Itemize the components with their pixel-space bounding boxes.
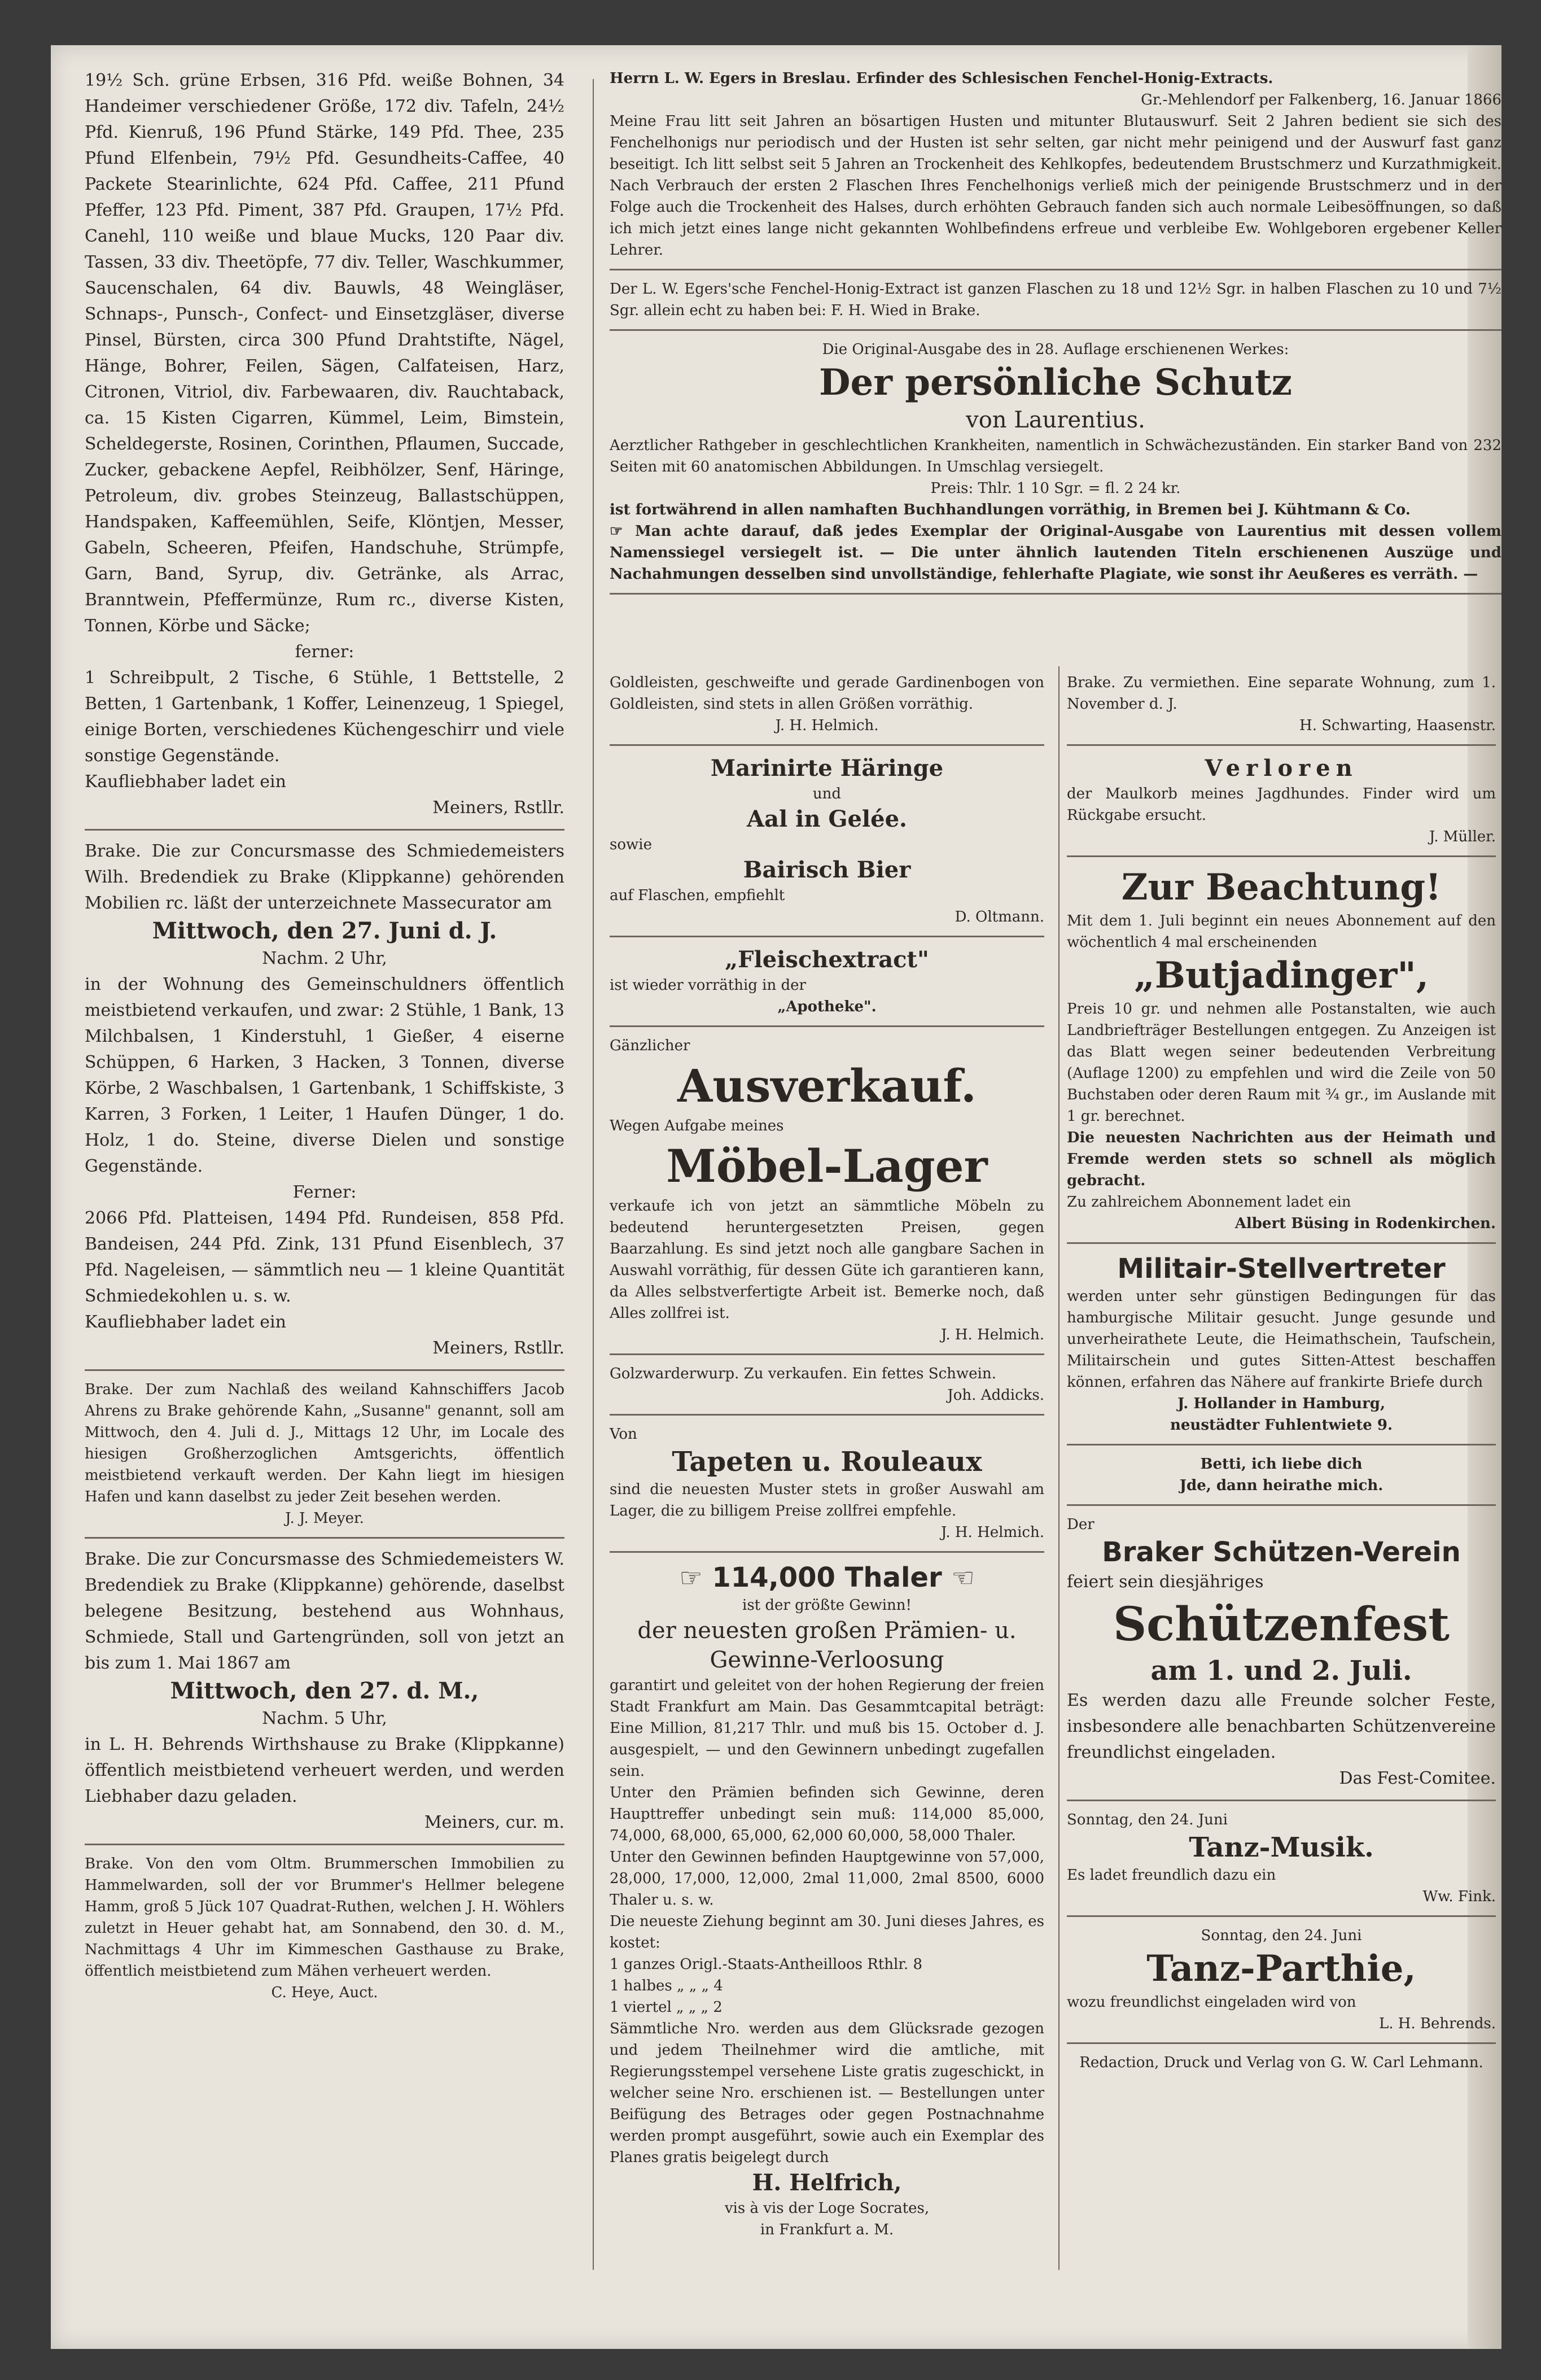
divider xyxy=(610,1025,1044,1027)
lottery-amount: 114,000 Thaler xyxy=(712,1562,942,1593)
column-divider-right xyxy=(1058,666,1060,2270)
column-left xyxy=(85,68,564,2003)
ferner-label: Ferner: xyxy=(292,1182,357,1202)
divider xyxy=(610,1353,1044,1355)
ad-body: Brake. Zu vermiethen. Eine separate Wohnung, zum 1. November d. J. xyxy=(1067,674,1496,713)
divider xyxy=(610,1551,1044,1553)
ad-body: Zu zahlreichem Abonnement ladet ein xyxy=(1067,1194,1351,1211)
lottery-body: Unter den Gewinnen befinden Hauptgewinne von 57,000, 28,000, 17,000, 12,000, 2mal 11,000, 2mal 8500, 6000 Thaler u. s. w. xyxy=(610,1849,1044,1909)
signature: J. J. Meyer. xyxy=(285,1510,364,1527)
divider xyxy=(85,1844,564,1845)
ad-pre: Der xyxy=(1067,1516,1095,1533)
lottery-body: Sämmtliche Nro. werden aus dem Glücksrade gezogen und jedem Theilnehmer wird die amtliche, mit Regierungsstempel versehene Liste gratis zugeschickt, in welcher seine Nro. erschienen ist. — Bestellungen unter Beifügung des Betrages oder gegen Postnachnahme werden prompt ausgeführt, sowie auch ein Exemplar des Planes gratis beigelegt durch xyxy=(610,2020,1044,2166)
ad-title: Ausverkauf. xyxy=(677,1059,977,1112)
ad-body: Preis 10 gr. und nehmen alle Postanstalten, wie auch Landbriefträger Bestellungen entgegen. Zu Anzeigen ist das Blatt wegen seiner bedeutenden Verbreitung (Auflage 1200) zu empfehlen und wird die Zeile von 50 Buchstaben oder deren Raum mit ¾ gr., im Auslande mit 1 gr. berechnet. xyxy=(1067,1001,1496,1125)
personal-note: Jde, dann heirathe mich. xyxy=(1179,1477,1384,1494)
ad-title: Aal in Gelée. xyxy=(747,806,907,832)
ad-title: Tanz-Musik. xyxy=(1189,1832,1374,1863)
column-right-top xyxy=(610,68,1501,602)
ad-title: Tanz-Parthie, xyxy=(1146,1947,1416,1990)
ad-body: wozu freundlichst eingeladen wird von xyxy=(1067,1994,1356,2011)
ad-body: verkaufe ich von jetzt an sämmtliche Möbeln zu bedeutend heruntergesetzten Preisen, gegen Baarzahlung. Es sind jetzt noch alle gangbare Sachen in Auswahl vorräthig, für dessen Güte ich garantieren kann, da Alles selbstverfertigte Arbeit ist. Bemerke noch, daß Alles zollfrei ist. xyxy=(610,1198,1044,1322)
ad-sub: Wegen Aufgabe meines xyxy=(610,1117,784,1134)
lottery-body: garantirt und geleitet von der hohen Regierung der freien Stadt Frankfurt am Main. Das Gesammtcapital beträgt: Eine Million, 81,217 Thlr. und muß bis 15. October d. J. ausgespielt, — und den Gewinnern unbedingt zugefallen sein. xyxy=(610,1677,1044,1780)
signature: J. H. Helmich. xyxy=(940,1326,1044,1343)
ad-more: 2066 Pfd. Platteisen, 1494 Pfd. Rundeisen, 858 Pfd. Bandeisen, 244 Pfd. Zink, 131 Pfund Eisenblech, 37 Pfd. Nageleisen, — sämmtlich neu — 1 kleine Quantität Schmiedekohlen u. s. w. xyxy=(85,1208,564,1306)
ad-place: Gr.-Mehlendorf per Falkenberg, 16. Januar 1866 xyxy=(1141,91,1501,108)
ad-body: Goldleisten, geschweifte und gerade Gardinenbogen von Goldleisten, sind stets in allen Größen vorräthig. xyxy=(610,674,1044,713)
ferner-label: ferner: xyxy=(295,642,354,662)
ad-title: Bairisch Bier xyxy=(743,857,911,883)
ad-body: der Maulkorb meines Jagdhundes. Finder wird um Rückgabe ersucht. xyxy=(1067,785,1496,824)
signature: Meiners, Rstllr. xyxy=(432,1338,564,1358)
ad-date: Mittwoch, den 27. d. M., xyxy=(170,1678,479,1704)
address: neustädter Fuhlentwiete 9. xyxy=(1170,1417,1393,1434)
ad-body: in L. H. Behrends Wirthshause zu Brake (Klippkanne) öffentlich meistbietend verheuert werden, und werden Liebhaber dazu geladen. xyxy=(85,1735,564,1806)
ad-body: in der Wohnung des Gemeinschuldners öffentlich meistbietend verkaufen, und zwar: 2 Stühle, 1 Bank, 13 Milchbalsen, 1 Kinderstuhl, 1 Gießer, 4 eiserne Schüppen, 6 Harken, 3 Hacken, 3 Tonnen, diverse Körbe, 2 Waschbalsen, 1 Gartenbank, 1 Schiffskiste, 3 Karren, 3 Forken, 1 Leiter, 1 Haufen Dünger, 1 do. Holz, 1 do. Steine, diverse Dielen und sonstige Gegenstände. xyxy=(85,975,564,1176)
ad-intro: Brake. Die zur Concursmasse des Schmiedemeisters W. Bredendiek zu Brake (Klippkanne) gehörende, daselbst belegene Besitzung, bestehend aus Wohnhaus, Schmiede, Stall und Gartengründen, soll von jetzt an bis zum 1. Mai 1867 am xyxy=(85,1549,564,1673)
ad-title: „Fleischextract" xyxy=(725,946,929,973)
ad-body: Der L. W. Egers'sche Fenchel-Honig-Extract ist ganzen Flaschen zu 18 und 12½ Sgr. in halben Flaschen zu 10 und 7½ Sgr. allein echt zu haben bei: F. H. Wied in Brake. xyxy=(610,281,1501,319)
book-intro: Die Original-Ausgabe des in 28. Auflage erschienenen Werkes: xyxy=(822,341,1289,358)
signature: D. Oltmann. xyxy=(955,909,1044,925)
lottery-price: 1 halbes „ „ „ 4 xyxy=(610,1977,723,1994)
inventory-list: 19½ Sch. grüne Erbsen, 316 Pfd. weiße Bohnen, 34 Handeimer verschiedener Größe, 172 div. Tafeln, 24½ Pfd. Kienruß, 196 Pfund Stärke, 149 Pfd. Thee, 235 Pfund Elfenbein, 79½ Pfd. Gesundheits-Caffee, 40 Packete Stearinlichte, 624 Pfd. Caffee, 211 Pfund Pfeffer, 123 Pfd. Piment, 387 Pfd. Graupen, 17½ Pfd. Canehl, 110 weiße und blaue Mucks, 120 Paar div. Tassen, 33 div. Theetöpfe, 77 div. Teller, Waschkummer, Saucenschalen, 64 div. Bauwls, 48 Weingläser, Schnaps-, Punsch-, Confect- und Einsetzgläser, diverse Pinsel, Bürsten, circa 300 Pfund Drahtstifte, Nägel, Hänge, Bohrer, Feilen, Sägen, Calfateisen, Harz, Citronen, Vitriol, div. Farbewaaren, div. Rauchtaback, ca. 15 Kisten Cigarren, Kümmel, Leim, Bimstein, Scheldegerste, Rosinen, Corinthen, Pflaumen, Succade, Zucker, gebackene Aepfel, Reibhölzer, Senf, Häringe, Petroleum, div. grobes Steinzeug, Ballastschüppen, Handspaken, Kaffeemühlen, Seife, Klöntjen, Messer, Gabeln, Scheeren, Pfeifen, Handschuhe, Strümpfe, Garn, Band, Syrup, div. Getränke, als Arrac, Branntwein, Pfeffermünze, Rum rc., diverse Kisten, Tonnen, Körbe und Säcke; xyxy=(85,71,564,636)
ad-date: Mittwoch, den 27. Juni d. J. xyxy=(152,918,497,944)
book-title: Der persönliche Schutz xyxy=(819,361,1292,404)
ad-body: Brake. Der zum Nachlaß des weiland Kahnschiffers Jacob Ahrens zu Brake gehörende Kahn, „Susanne" genannt, soll am Mittwoch, den 4. Juli d. J., Mittags 12 Uhr, im Locale des hiesigen Großherzoglichen Amtsgerichts, öffentlich meistbietend verkauft werden. Der Kahn liegt im hiesigen Hafen und kann daselbst zu jeder Zeit besehen werden. xyxy=(85,1381,564,1505)
ad-connector: und xyxy=(812,785,842,802)
ad-body: ist wieder vorräthig in der xyxy=(610,977,806,994)
lottery-heading: der neuesten großen Prämien- u. xyxy=(637,1618,1017,1644)
ad-body: Es ladet freundlich dazu ein xyxy=(1067,1867,1276,1884)
ad-title: Militair-Stellvertreter xyxy=(1117,1253,1446,1285)
ad-pre: Gänzlicher xyxy=(610,1037,690,1054)
address: vis à vis der Loge Socrates, xyxy=(724,2200,930,2217)
ad-intro: Brake. Die zur Concursmasse des Schmiedemeisters Wilh. Bredendiek zu Brake (Klippkanne) gehörenden Mobilien rc. läßt der unterzeichnete Massecurator am xyxy=(85,841,564,913)
club-name: Braker Schützen-Verein xyxy=(1102,1536,1461,1568)
buyers-invite: Kaufliebhaber ladet ein xyxy=(85,1312,286,1332)
signature: Joh. Addicks. xyxy=(947,1387,1044,1404)
divider xyxy=(1067,1444,1496,1446)
lottery-price: 1 ganzes Origl.-Staats-Antheilloos Rthlr. 8 xyxy=(610,1956,922,1973)
signature: J. Hollander in Hamburg, xyxy=(1177,1395,1386,1412)
lottery-body: Unter den Prämien befinden sich Gewinne, deren Haupttreffer unbedingt sein muß: 114,000 85,000, 74,000, 68,000, 65,000, 62,000 60,000, 58,000 Thaler. xyxy=(610,1784,1044,1844)
divider xyxy=(610,1414,1044,1416)
divider xyxy=(1067,1800,1496,1801)
signature: L. H. Behrends. xyxy=(1378,2015,1496,2032)
ad-title: Verloren xyxy=(1205,755,1358,781)
divider xyxy=(85,1537,564,1539)
ad-pre: Von xyxy=(610,1426,637,1443)
lottery-sub: ist der größte Gewinn! xyxy=(742,1597,912,1614)
divider xyxy=(1067,744,1496,746)
column-divider xyxy=(593,79,594,2270)
ad-body: Die neuesten Nachrichten aus der Heimath und Fremde werden stets so schnell als möglich gebracht. xyxy=(1067,1129,1496,1189)
column-middle xyxy=(610,672,1044,2241)
signature: Meiners, cur. m. xyxy=(424,1813,564,1832)
book-dealer: ist fortwährend in allen namhaften Buchhandlungen vorräthig, in Bremen bei J. Kühtmann & Co. xyxy=(610,501,1411,518)
signature: Meiners, Rstllr. xyxy=(432,798,564,818)
buyers-invite: Kaufliebhaber ladet ein xyxy=(85,772,286,792)
divider xyxy=(1067,1504,1496,1506)
divider xyxy=(610,744,1044,746)
ad-body: Golzwarderwurp. Zu verkaufen. Ein fettes Schwein. xyxy=(610,1365,996,1382)
signature: Ww. Fink. xyxy=(1422,1888,1496,1905)
column-right xyxy=(1067,672,1496,2073)
divider xyxy=(1067,1242,1496,1244)
newspaper-name: „Butjadinger", xyxy=(1133,954,1429,997)
divider xyxy=(1067,2042,1496,2044)
ad-title: Zur Beachtung! xyxy=(1121,866,1442,909)
divider xyxy=(85,1369,564,1371)
lottery-heading: Gewinne-Verloosung xyxy=(710,1647,944,1673)
event-date: am 1. und 2. Juli. xyxy=(1150,1655,1412,1687)
ad-title: Möbel-Lager xyxy=(666,1139,988,1193)
divider xyxy=(1067,1915,1496,1917)
signature: J. Müller. xyxy=(1429,828,1496,845)
ad-heading: Herrn L. W. Egers in Breslau. Erfinder des Schlesischen Fenchel-Honig-Extracts. xyxy=(610,70,1273,87)
divider xyxy=(1067,855,1496,857)
signature: Albert Büsing in Rodenkirchen. xyxy=(1234,1215,1496,1232)
ad-time: Nachm. 5 Uhr, xyxy=(262,1709,387,1728)
lottery-price: 1 viertel „ „ „ 2 xyxy=(610,1999,723,2016)
signature: J. H. Helmich. xyxy=(775,717,879,734)
divider xyxy=(85,829,564,831)
book-description: Aerztlicher Rathgeber in geschlechtlichen Krankheiten, namentlich in Schwächezuständen. Ein starker Band von 232 Seiten mit 60 anatomischen Abbildungen. In Umschlag versiegelt. xyxy=(610,437,1501,475)
ad-pre: Sonntag, den 24. Juni xyxy=(1067,1811,1228,1828)
ad-pre: Sonntag, den 24. Juni xyxy=(1201,1927,1362,1944)
ad-time: Nachm. 2 Uhr, xyxy=(262,949,387,968)
ad-body: Es werden dazu alle Freunde solcher Feste, insbesondere alle benachbarten Schützenvereine freundlichst eingeladen. xyxy=(1067,1691,1496,1762)
shop-name: „Apotheke". xyxy=(777,998,877,1015)
ad-body: Brake. Von den vom Oltm. Brummerschen Immobilien zu Hammelwarden, soll der vor Brummer's Hellmer belegene Hamm, groß 5 Jück 107 Quadrat-Ruthen, welchen J. H. Wöhlers zuletzt in Heuer gehabt hat, am Sonnabend, den 30. d. M., Nachmittags 4 Uhr im Kimmeschen Gasthause zu Brake, öffentlich meistbietend zum Mähen verheuert werden. xyxy=(85,1855,564,1980)
lottery-body: Die neueste Ziehung beginnt am 30. Juni dieses Jahres, es kostet: xyxy=(610,1913,1044,1951)
pointing-hand-icon: ☜ xyxy=(951,1562,975,1593)
ad-body: sind die neuesten Muster stets in großer Auswahl am Lager, die zu billigem Preise zollfrei empfehle. xyxy=(610,1481,1044,1519)
signature: H. Helfrich, xyxy=(752,2169,902,2196)
divider xyxy=(610,936,1044,937)
event-title: Schützenfest xyxy=(1113,1597,1450,1652)
ad-body: Mit dem 1. Juli beginnt ein neues Abonnement auf den wöchentlich 4 mal erscheinenden xyxy=(1067,912,1496,951)
ad-body: werden unter sehr günstigen Bedingungen für das hamburgische Militair gesucht. Junge gesunde und unverheirathete Leute, die Heimathschein, Taufschein, Militairschein und gutes Sitten-Attest beschaffen können, erfahren das Nähere auf frankirte Briefe durch xyxy=(1067,1288,1496,1391)
ad-title: Tapeten u. Rouleaux xyxy=(672,1446,982,1478)
imprint: Redaction, Druck und Verlag von G. W. Carl Lehmann. xyxy=(1079,2054,1483,2071)
book-author: von Laurentius. xyxy=(966,407,1145,433)
divider xyxy=(610,269,1501,270)
divider xyxy=(610,329,1501,331)
ad-title: Marinirte Häringe xyxy=(710,755,944,781)
pointing-hand-icon: ☞ xyxy=(679,1562,703,1593)
personal-note: Betti, ich liebe dich xyxy=(1200,1456,1363,1473)
ad-body: auf Flaschen, empfiehlt xyxy=(610,887,785,904)
signature: Das Fest-Comitee. xyxy=(1339,1768,1496,1788)
address: in Frankfurt a. M. xyxy=(760,2221,894,2238)
lottery-title xyxy=(610,1561,1044,1595)
signature: H. Schwarting, Haasenstr. xyxy=(1299,717,1496,734)
book-price: Preis: Thlr. 1 10 Sgr. = fl. 2 24 kr. xyxy=(930,480,1181,497)
signature: J. H. Helmich. xyxy=(940,1524,1044,1541)
ad-body: Meine Frau litt seit Jahren an bösartigen Husten und mitunter Blutauswurf. Seit 2 Jahren bedient sie sich des Fenchelhonigs nur periodisch und der Husten ist sehr selten, gar nicht mehr peinigend und der Auswurf fast ganz beseitigt. Ich litt selbst seit 5 Jahren an Trockenheit des Kehlkopfes, bedeutendem Brustschmerz und Kurzathmigkeit. Nach Verbrauch der ersten 2 Flaschen Ihres Fenchelhonigs verließ mich der peinigende Brustschmerz und in der Folge auch die Trockenheit des Halses, durch erhöhten Gebrauch fanden sich auch normale Leibesöffnungen, so daß ich mich jetzt eines lange nicht gekannten Wohlbefindens erfreue und verbleibe Ew. Wohlgeboren ergebener Keller Lehrer. xyxy=(610,113,1501,259)
inventory-more: 1 Schreibpult, 2 Tische, 6 Stühle, 1 Bettstelle, 2 Betten, 1 Gartenbank, 1 Koffer, Leinenzeug, 1 Spiegel, einige Borten, verschiedenes Küchengeschirr und viele sonstige Gegenstände. xyxy=(85,668,564,766)
ad-sub: feiert sein diesjähriges xyxy=(1067,1572,1264,1592)
ad-connector: sowie xyxy=(610,836,652,853)
signature: C. Heye, Auct. xyxy=(271,1984,378,2001)
book-warning: ☞ Man achte darauf, daß jedes Exemplar der Original-Ausgabe von Laurentius mit dessen vollem Namenssiegel versiegelt ist. — Die unter ähnlich lautenden Titeln erschienenen Auszüge und Nachahmungen desselben sind unvollständige, fehlerhafte Plagiate, wie sonst ihr Aeußeres es verräth. — xyxy=(610,523,1501,583)
divider xyxy=(610,593,1501,595)
